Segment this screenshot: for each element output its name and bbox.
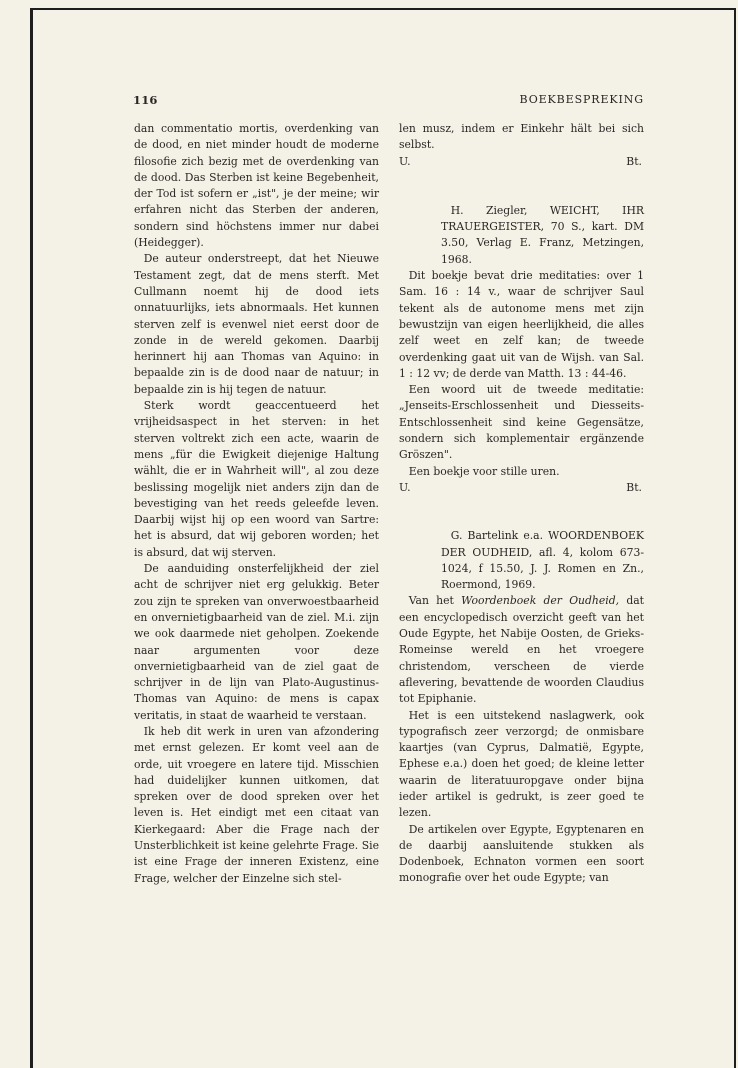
paragraph-text: Van het <box>408 594 462 608</box>
paragraph: Dit boekje bevat drie meditaties: over 1 Sam. 16 : 14 v., waar de schrijver Saul tekent als de autonome mens met zijn bewustzijn van eigen heerlijkheid, die alles zelf weet en zelf kan; de tweede overdenking gaat uit van de Wijsh. van Sal. 1 : 12 vv; de derde van Matth. 13 : 44-46. <box>399 269 644 380</box>
scan-edge-top <box>30 8 736 10</box>
paragraph: De aanduiding onsterfelijkheid der ziel acht de schrijver niet erg gelukkig. Beter zou zijn te spreken van onverwoestbaarheid en onvernietigbaarheid van de ziel. M.i. zijn we ook daarmede niet geholpen. Zoekende naar argumenten voor deze onvernietigbaarheid van de ziel gaat de schrijver in de lijn van Plato-Augustinus-Thomas van Aquino: de mens is capax veritatis, in staat de waarheid te verstaan. <box>134 562 379 722</box>
review-signature <box>399 480 644 496</box>
paragraph: len musz, indem er Einkehr hält bei sich selbst. <box>399 122 644 152</box>
paragraph: Het is een uitstekend naslagwerk, ook typografisch zeer verzorgd; de onmisbare kaartjes (van Cyprus, Dalmatië, Egypte, Ephese e.a.) doen het goed; de kleine letter waarin de literatuuropgave onder bijna ieder artikel is gedrukt, is zeer goed te lezen. <box>399 708 644 820</box>
review-signature <box>399 154 644 170</box>
paragraph: Sterk wordt geaccentueerd het vrijheidsaspect in het sterven: in het sterven voltrekt zich een acte, waarin de mens „für die Ewigkeit diejenige Haltung wählt, die er in Wahrheit will", al zou deze beslissing mogelijk niet anders zijn dan de bevestiging van het reeds geleefde leven. Daarbij wijst hij op een woord van Sartre: het is absurd, dat wij geboren worden; het is absurd, dat wij sterven. <box>134 399 379 559</box>
paragraph: De auteur onderstreept, dat het Nieuwe Testament zegt, dat de mens sterft. Met Cullmann noemt hij de dood iets onnatuurlijks, iets abnormaals. Het kunnen sterven zelf is evenwel niet eerst door de zonde in de wereld gekomen. Daarbij herinnert hij aan Thomas van Aquino: in bepaalde zin is de dood naar de natuur; in bepaalde zin is hij tegen de natuur. <box>134 252 379 396</box>
signature-initials: Bt. <box>626 154 642 168</box>
review-heading: H. Ziegler, WEICHT, IHR TRAUERGEISTER, 70 S., kart. DM 3.50, Verlag E. Franz, Metzingen, 1968. <box>441 203 644 266</box>
book-title: Woordenboek der Oudheid, <box>461 594 620 608</box>
left-column <box>134 121 379 887</box>
signature-author: U. <box>399 154 411 168</box>
paragraph: Een woord uit de tweede meditatie: „Jenseits-Erschlossenheit und Diesseits-Entschlossenheit sind keine Gegensätze, sondern sich komplementair ergänzende Gröszen". <box>399 383 644 462</box>
paragraph <box>399 593 644 707</box>
scan-edge-left <box>30 8 33 1068</box>
paragraph-text: dat een encyclopedisch overzicht geeft van het Oude Egypte, het Nabije Oosten, de Grieks-Romeinse wereld en het vroegere christendom, verscheen de vierde aflevering, bevattende de woorden Claudius tot Epiphanie. <box>399 594 645 706</box>
signature-initials: Bt. <box>626 480 642 494</box>
paragraph: dan commentatio mortis, overdenking van de dood, en niet minder houdt de moderne filosofie zich bezig met de overdenking van de dood. Das Sterben ist keine Begebenheit, der Tod ist sofern er „ist", je der meine; wir erfahren nicht das Sterben der anderen, sondern sind höchstens immer nur dabei (Heidegger). <box>134 122 379 250</box>
paragraph: Een boekje voor stille uren. <box>408 464 560 478</box>
right-column <box>399 121 644 887</box>
review-spacer <box>399 496 644 528</box>
review-heading: G. Bartelink e.a. WOORDENBOEK DER OUDHEID, afl. 4, kolom 673-1024, f 15.50, J. J. Romen en Zn., Roermond, 1969. <box>441 529 644 592</box>
review-spacer <box>399 170 644 203</box>
running-head <box>133 92 644 108</box>
page-number: 116 <box>133 93 158 107</box>
signature-author: U. <box>399 480 411 494</box>
paragraph: De artikelen over Egypte, Egyptenaren en de daarbij aansluitende stukken als Dodenboek, Echnaton vormen een soort monografie over het oude Egypte; van <box>399 822 644 885</box>
paragraph: Ik heb dit werk in uren van afzondering met ernst gelezen. Er komt veel aan de orde, uit vroegere en latere tijd. Misschien had duidelijker kunnen uitkomen, dat spreken over de dood spreken over het leven is. Het eindigt met een citaat van Kierkegaard: Aber die Frage nach der Unsterblichkeit ist keine gelehrte Frage. Sie ist eine Frage der inneren Existenz, eine Frage, welcher der Einzelne sich stel- <box>134 724 379 885</box>
section-title: BOEKBESPREKING <box>519 93 644 106</box>
scan-edge-right <box>734 8 736 1068</box>
